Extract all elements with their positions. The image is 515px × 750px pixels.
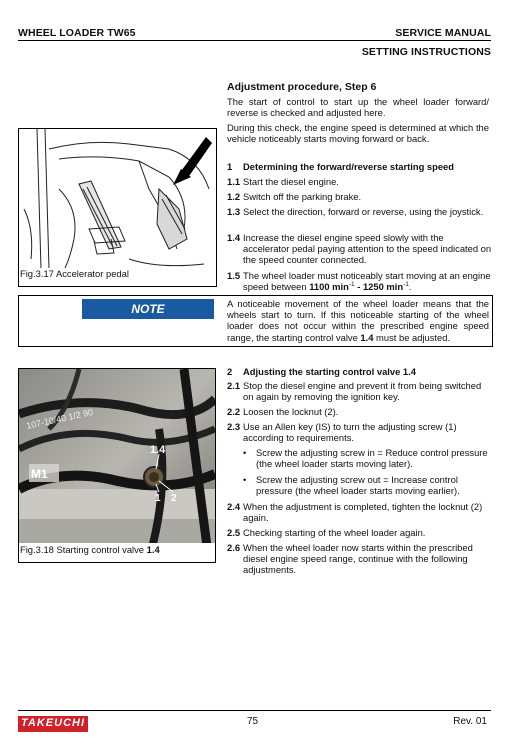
list-item: 2.2 Loosen the locknut (2). bbox=[227, 406, 339, 417]
document-title: WHEEL LOADER TW65 bbox=[18, 27, 136, 39]
list-item: 1.5 The wheel loader must noticeably start moving at an engine speed between 1100 $\min^{-1} - 1250$ $\min^{-1}$. bbox=[227, 270, 491, 293]
list-item: 1.4 Increase the diesel engine speed slowly with the accelerator pedal paying attention to the speed indicated on the speed counter connected. bbox=[227, 232, 492, 266]
list-item: 1.3 Select the direction, forward or reverse, using the joystick. bbox=[227, 206, 484, 217]
list-item: 2.5 Checking starting of the wheel loader again. bbox=[227, 527, 426, 538]
section-number: 1 bbox=[227, 161, 233, 172]
label-screw: 1 bbox=[155, 493, 161, 504]
intro-paragraph: The start of control to start up the wheel loader forward/ reverse is checked and adjusted here. bbox=[227, 96, 489, 119]
label-locknut: 2 bbox=[171, 493, 177, 504]
section-1-heading bbox=[227, 161, 492, 172]
bullet-item: • Screw the adjusting screw in = Reduce control pressure (the wheel loader starts moving later). bbox=[243, 447, 488, 470]
check-paragraph: During this check, the engine speed is determined at which the vehicle noticeably starts moving forward or back. bbox=[227, 122, 489, 145]
list-item: 1.2 Switch off the parking brake. bbox=[227, 191, 362, 202]
list-item: 2.4 When the adjustment is completed, tighten the locknut (2) again. bbox=[227, 501, 483, 524]
takeuchi-logo: TAKEUCHI bbox=[18, 716, 88, 732]
list-item: 1.1 Start the diesel engine. bbox=[227, 176, 339, 187]
figure-starting-control-valve bbox=[18, 368, 216, 563]
figure-caption-318: Fig.3.18 Starting control valve 1.4 bbox=[20, 544, 160, 555]
section-title-text: Determining the forward/reverse starting speed bbox=[243, 161, 454, 172]
accelerator-pedal-drawing bbox=[19, 129, 216, 286]
valve-photo bbox=[19, 369, 215, 562]
step-heading: Adjustment procedure, Step 6 bbox=[227, 81, 377, 93]
label-valve: 1.4 bbox=[150, 444, 166, 456]
bullet-item: • Screw the adjusting screw out = Increase control pressure (the wheel loader starts moving earlier). bbox=[243, 474, 460, 497]
revision: Rev. 01 bbox=[453, 716, 487, 727]
note-text: A noticeable movement of the wheel loader means that the wheels start to turn. If this noticeable starting of the wheel loader does not occur within the prescribed engine speed range, the starting control valve 1.4 must be adjusted. bbox=[227, 298, 489, 343]
footer-rule bbox=[18, 710, 491, 711]
svg-text:107-10/40 1/2 90: 107-10/40 1/2 90 bbox=[25, 407, 94, 431]
note-label: NOTE bbox=[82, 299, 214, 319]
list-item: 2.1 Stop the diesel engine and prevent it from being switched on again by removing the ignition key. bbox=[227, 380, 482, 403]
figure-caption-317: Fig.3.17 Accelerator pedal bbox=[20, 268, 129, 279]
page-number: 75 bbox=[247, 716, 259, 727]
label-m1: M1 bbox=[31, 467, 48, 481]
list-item: 2.3 Use an Allen key (IS) to turn the adjusting screw (1) according to requirements. bbox=[227, 421, 457, 444]
header-rule bbox=[18, 40, 491, 41]
list-item: 2.6 When the wheel loader now starts within the prescribed diesel engine speed range, continue with the following adjustments. bbox=[227, 542, 473, 576]
section-2-heading: 2 Adjusting the starting control valve 1.4 bbox=[227, 366, 416, 377]
figure-accelerator-pedal bbox=[18, 128, 217, 287]
manual-type: SERVICE MANUAL bbox=[395, 27, 491, 39]
section-title: SETTING INSTRUCTIONS bbox=[361, 46, 491, 58]
